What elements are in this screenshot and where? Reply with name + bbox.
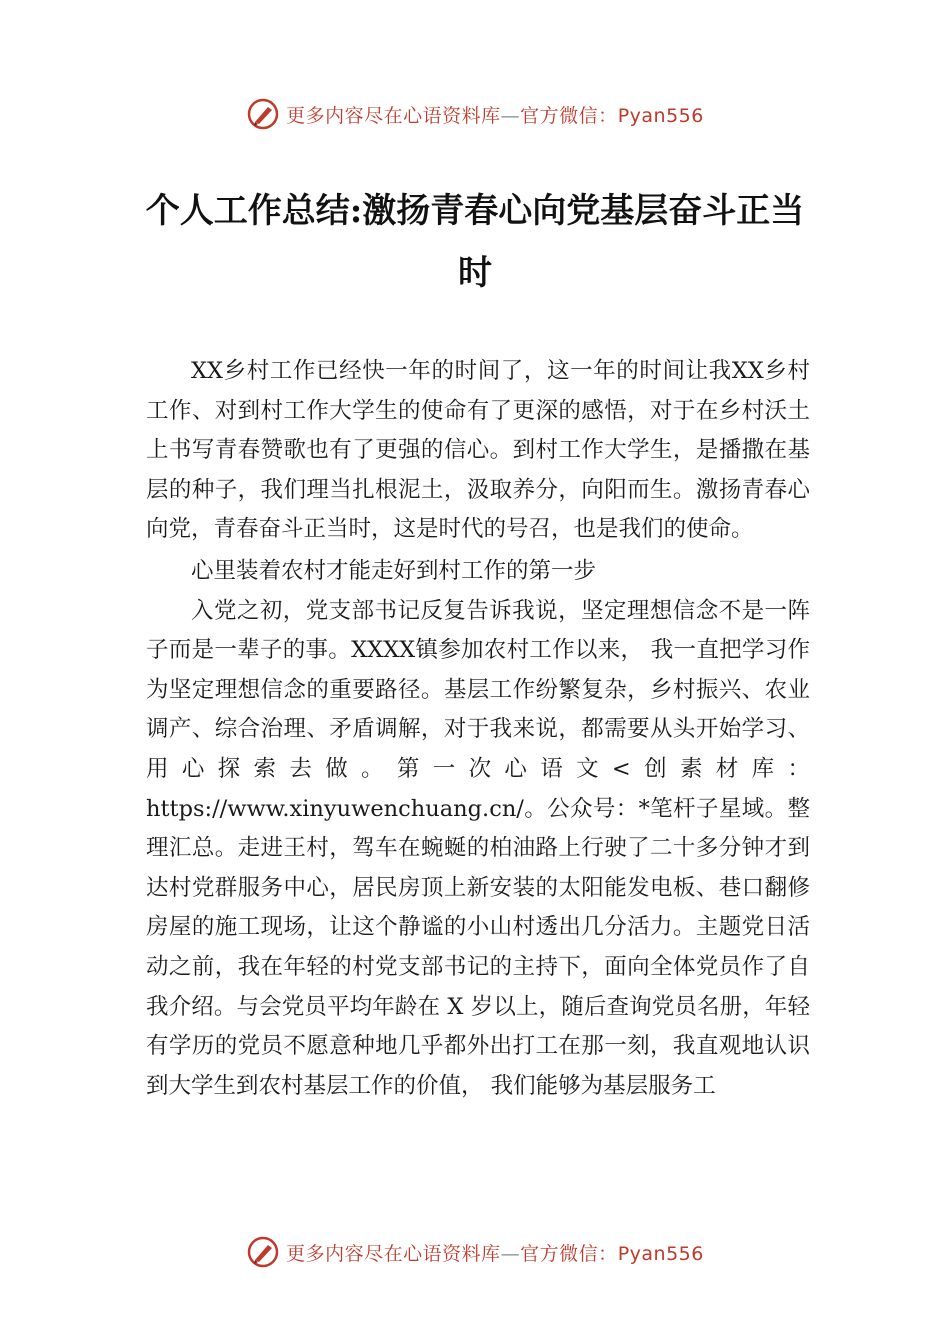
paragraph-intro: XX乡村工作已经快一年的时间了，这一年的时间让我XX乡村工作、对到村工作大学生的使命有了更深的感悟，对于在乡村沃土上书写青春赞歌也有了更强的信心。到村工作大学生，是播撒在基层的种子，我们理当扎根泥土，汲取养分，向阳而生。激扬青春心向党，青春奋斗正当时，这是时代的号召，也是我们的使命。 — [146, 358, 810, 543]
banner-separator: — — [500, 1242, 521, 1265]
banner-wechat-id: Pyan556 — [617, 104, 704, 127]
banner-text: 更多内容尽在心语资料库 — [286, 104, 501, 127]
banner-wechat-label: 官方微信： — [520, 104, 618, 127]
document-body — [146, 352, 810, 1106]
footer-banner — [0, 1232, 950, 1272]
banner-separator: — — [500, 104, 521, 127]
banner-text: 更多内容尽在心语资料库 — [286, 1242, 501, 1265]
banner-wechat-id: Pyan556 — [617, 1242, 704, 1265]
pen-logo-icon — [246, 1235, 280, 1269]
header-banner — [0, 94, 950, 134]
document-title: 个人工作总结:激扬青春心向党基层奋斗正当时 — [145, 191, 805, 293]
pen-logo-icon — [246, 97, 280, 131]
banner-wechat-label: 官方微信： — [520, 1242, 618, 1265]
section-heading: 心里装着农村才能走好到村工作的第一步 — [191, 557, 597, 584]
paragraph-body: 入党之初，党支部书记反复告诉我说，坚定理想信念不是一阵子而是一辈子的事。XXXX镇参加农村工作以来， 我一直把学习作为坚定理想信念的重要路径。基层工作纷繁复杂，乡村振兴、农业调产、综合治理、矛盾调解，对于我来说，都需要从头开始学习、用心探索去做。第一次心语文<创素材库：https://www.xinyuwenchuang.cn/。公众号：*笔杆子星域。整理汇总。走进王村，驾车在蜿蜒的柏油路上行驶了二十多分钟才到达村党群服务中心，居民房顶上新安装的太阳能发电板、巷口翻修房屋的施工现场，让这个静谧的小山村透出几分活力。主题党日活动之前，我在年轻的村党支部书记的主持下，面向全体党员作了自我介绍。与会党员平均年龄在 X 岁以上，随后查询党员名册，年轻有学历的党员不愿意种地几乎都外出打工在那一刻，我直观地认识到大学生到农村基层工作的价值， 我们能够为基层服务工 — [146, 597, 810, 1099]
